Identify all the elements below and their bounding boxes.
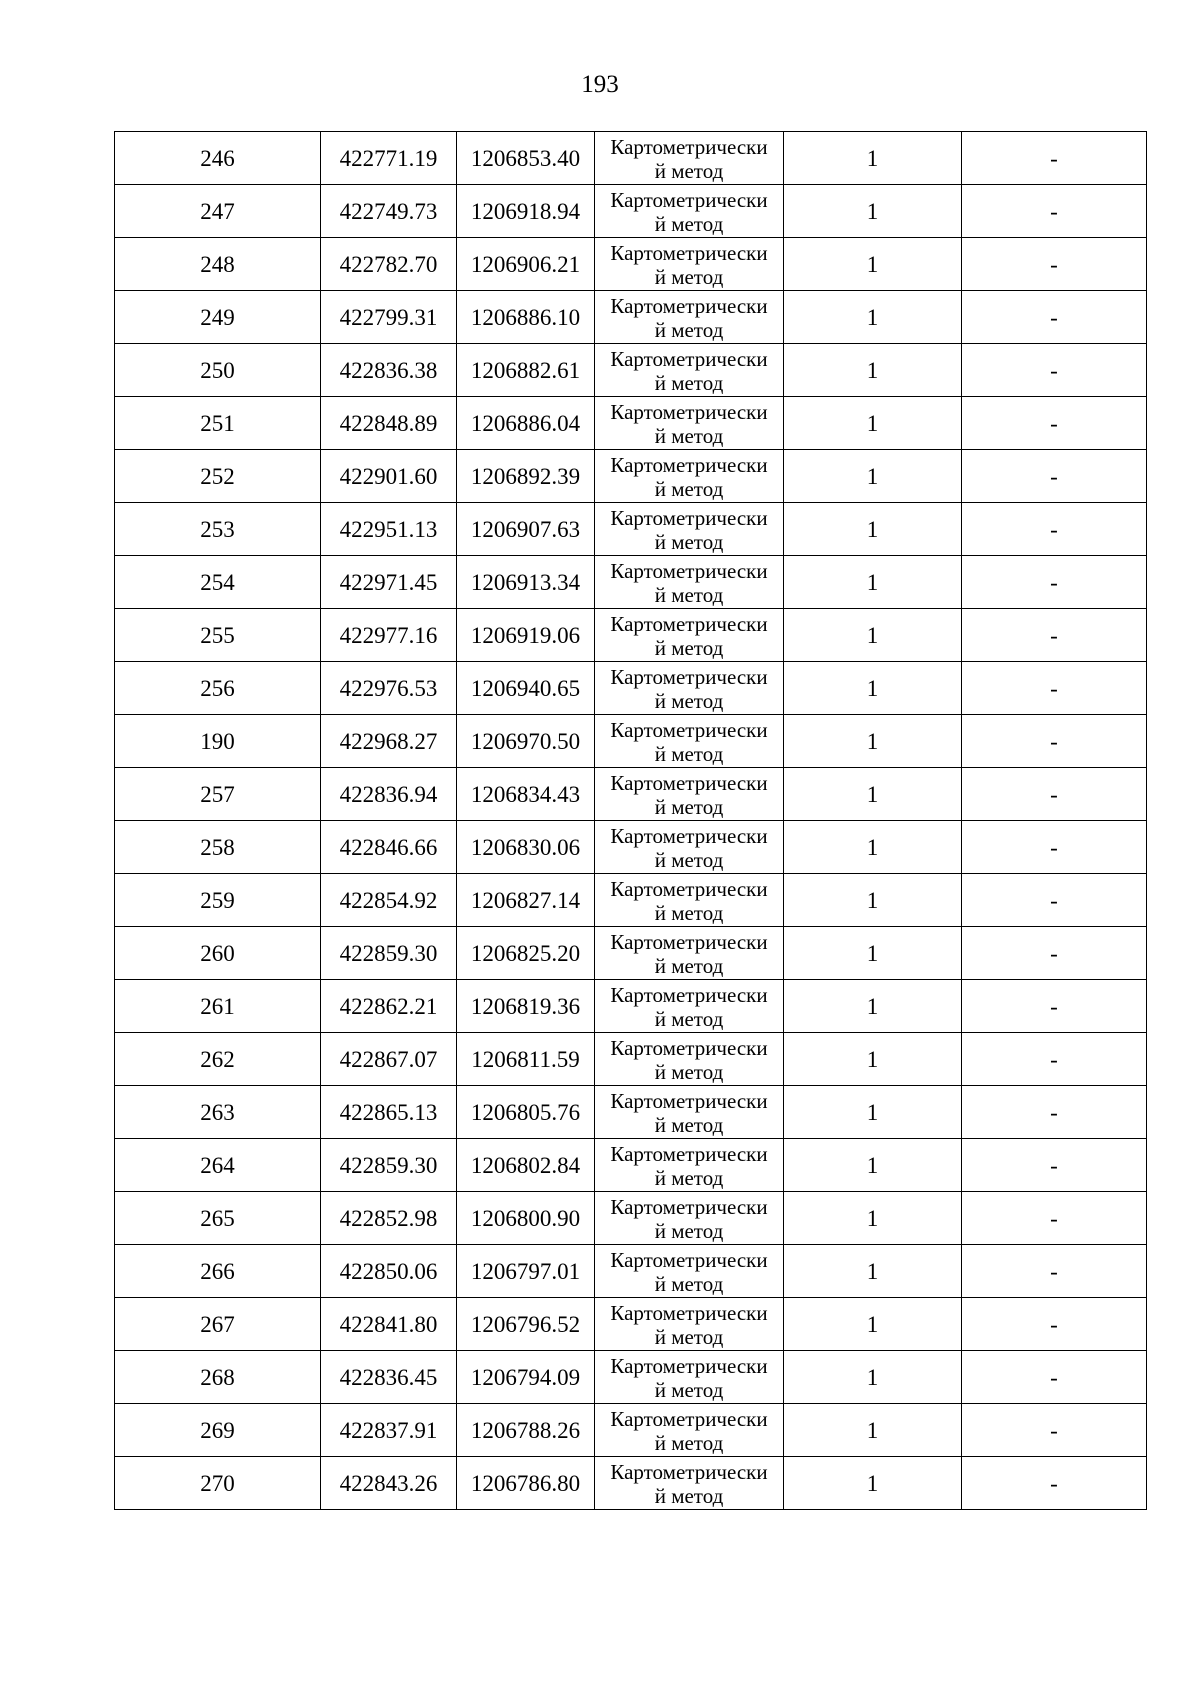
x-coordinate-cell: 422968.27 [321, 715, 457, 768]
table-row [115, 927, 1147, 980]
method-cell: Картометрически й метод [595, 1033, 784, 1086]
point-number-cell: 256 [115, 662, 321, 715]
method-cell: Картометрически й метод [595, 556, 784, 609]
accuracy-cell: 1 [784, 1192, 962, 1245]
table-row [115, 1245, 1147, 1298]
table-row [115, 662, 1147, 715]
x-coordinate-cell: 422971.45 [321, 556, 457, 609]
accuracy-cell: 1 [784, 503, 962, 556]
x-coordinate-cell: 422951.13 [321, 503, 457, 556]
point-number-cell: 265 [115, 1192, 321, 1245]
table-row [115, 503, 1147, 556]
method-cell: Картометрически й метод [595, 662, 784, 715]
accuracy-cell: 1 [784, 1033, 962, 1086]
accuracy-cell: 1 [784, 715, 962, 768]
x-coordinate-cell: 422859.30 [321, 1139, 457, 1192]
y-coordinate-cell: 1206853.40 [457, 132, 595, 185]
y-coordinate-cell: 1206819.36 [457, 980, 595, 1033]
note-cell: - [962, 185, 1147, 238]
note-cell: - [962, 556, 1147, 609]
note-cell: - [962, 1351, 1147, 1404]
note-cell: - [962, 132, 1147, 185]
x-coordinate-cell: 422836.45 [321, 1351, 457, 1404]
accuracy-cell: 1 [784, 132, 962, 185]
note-cell: - [962, 1086, 1147, 1139]
table-row [115, 238, 1147, 291]
method-cell: Картометрически й метод [595, 1139, 784, 1192]
y-coordinate-cell: 1206919.06 [457, 609, 595, 662]
x-coordinate-cell: 422977.16 [321, 609, 457, 662]
table-row [115, 344, 1147, 397]
table-row [115, 185, 1147, 238]
note-cell: - [962, 238, 1147, 291]
point-number-cell: 269 [115, 1404, 321, 1457]
note-cell: - [962, 874, 1147, 927]
accuracy-cell: 1 [784, 662, 962, 715]
note-cell: - [962, 821, 1147, 874]
x-coordinate-cell: 422836.94 [321, 768, 457, 821]
table-row [115, 1404, 1147, 1457]
method-cell: Картометрически й метод [595, 821, 784, 874]
x-coordinate-cell: 422848.89 [321, 397, 457, 450]
point-number-cell: 254 [115, 556, 321, 609]
note-cell: - [962, 1192, 1147, 1245]
x-coordinate-cell: 422867.07 [321, 1033, 457, 1086]
y-coordinate-cell: 1206802.84 [457, 1139, 595, 1192]
x-coordinate-cell: 422843.26 [321, 1457, 457, 1510]
method-cell: Картометрически й метод [595, 1351, 784, 1404]
point-number-cell: 255 [115, 609, 321, 662]
point-number-cell: 267 [115, 1298, 321, 1351]
point-number-cell: 261 [115, 980, 321, 1033]
x-coordinate-cell: 422846.66 [321, 821, 457, 874]
note-cell: - [962, 980, 1147, 1033]
table-row [115, 715, 1147, 768]
x-coordinate-cell: 422749.73 [321, 185, 457, 238]
y-coordinate-cell: 1206800.90 [457, 1192, 595, 1245]
accuracy-cell: 1 [784, 821, 962, 874]
table-body [115, 132, 1147, 1510]
table-row [115, 1139, 1147, 1192]
note-cell: - [962, 1033, 1147, 1086]
table-row [115, 874, 1147, 927]
accuracy-cell: 1 [784, 1245, 962, 1298]
accuracy-cell: 1 [784, 768, 962, 821]
note-cell: - [962, 662, 1147, 715]
y-coordinate-cell: 1206788.26 [457, 1404, 595, 1457]
y-coordinate-cell: 1206886.04 [457, 397, 595, 450]
accuracy-cell: 1 [784, 1086, 962, 1139]
table-row [115, 1351, 1147, 1404]
table-row [115, 132, 1147, 185]
x-coordinate-cell: 422859.30 [321, 927, 457, 980]
y-coordinate-cell: 1206834.43 [457, 768, 595, 821]
accuracy-cell: 1 [784, 1298, 962, 1351]
method-cell: Картометрически й метод [595, 1086, 784, 1139]
table-row [115, 556, 1147, 609]
accuracy-cell: 1 [784, 291, 962, 344]
x-coordinate-cell: 422782.70 [321, 238, 457, 291]
method-cell: Картометрически й метод [595, 238, 784, 291]
point-number-cell: 252 [115, 450, 321, 503]
method-cell: Картометрически й метод [595, 344, 784, 397]
accuracy-cell: 1 [784, 450, 962, 503]
x-coordinate-cell: 422854.92 [321, 874, 457, 927]
point-number-cell: 249 [115, 291, 321, 344]
method-cell: Картометрически й метод [595, 1404, 784, 1457]
y-coordinate-cell: 1206786.80 [457, 1457, 595, 1510]
point-number-cell: 268 [115, 1351, 321, 1404]
y-coordinate-cell: 1206805.76 [457, 1086, 595, 1139]
accuracy-cell: 1 [784, 927, 962, 980]
accuracy-cell: 1 [784, 1139, 962, 1192]
note-cell: - [962, 927, 1147, 980]
table-row [115, 609, 1147, 662]
page-number: 193 [581, 71, 619, 98]
method-cell: Картометрически й метод [595, 503, 784, 556]
point-number-cell: 260 [115, 927, 321, 980]
y-coordinate-cell: 1206796.52 [457, 1298, 595, 1351]
point-number-cell: 251 [115, 397, 321, 450]
method-cell: Картометрически й метод [595, 715, 784, 768]
accuracy-cell: 1 [784, 556, 962, 609]
method-cell: Картометрически й метод [595, 291, 784, 344]
note-cell: - [962, 344, 1147, 397]
point-number-cell: 262 [115, 1033, 321, 1086]
y-coordinate-cell: 1206830.06 [457, 821, 595, 874]
accuracy-cell: 1 [784, 1351, 962, 1404]
accuracy-cell: 1 [784, 185, 962, 238]
accuracy-cell: 1 [784, 238, 962, 291]
x-coordinate-cell: 422837.91 [321, 1404, 457, 1457]
note-cell: - [962, 1245, 1147, 1298]
x-coordinate-cell: 422799.31 [321, 291, 457, 344]
y-coordinate-cell: 1206794.09 [457, 1351, 595, 1404]
method-cell: Картометрически й метод [595, 927, 784, 980]
method-cell: Картометрически й метод [595, 874, 784, 927]
table-row [115, 291, 1147, 344]
x-coordinate-cell: 422841.80 [321, 1298, 457, 1351]
x-coordinate-cell: 422862.21 [321, 980, 457, 1033]
table-row [115, 450, 1147, 503]
method-cell: Картометрически й метод [595, 1192, 784, 1245]
note-cell: - [962, 291, 1147, 344]
x-coordinate-cell: 422901.60 [321, 450, 457, 503]
y-coordinate-cell: 1206825.20 [457, 927, 595, 980]
point-number-cell: 258 [115, 821, 321, 874]
point-number-cell: 263 [115, 1086, 321, 1139]
accuracy-cell: 1 [784, 609, 962, 662]
y-coordinate-cell: 1206970.50 [457, 715, 595, 768]
point-number-cell: 266 [115, 1245, 321, 1298]
method-cell: Картометрически й метод [595, 1457, 784, 1510]
y-coordinate-cell: 1206913.34 [457, 556, 595, 609]
table-row [115, 1033, 1147, 1086]
point-number-cell: 270 [115, 1457, 321, 1510]
table-row [115, 1192, 1147, 1245]
method-cell: Картометрически й метод [595, 397, 784, 450]
x-coordinate-cell: 422771.19 [321, 132, 457, 185]
point-number-cell: 250 [115, 344, 321, 397]
accuracy-cell: 1 [784, 980, 962, 1033]
point-number-cell: 190 [115, 715, 321, 768]
note-cell: - [962, 397, 1147, 450]
x-coordinate-cell: 422836.38 [321, 344, 457, 397]
x-coordinate-cell: 422865.13 [321, 1086, 457, 1139]
note-cell: - [962, 1298, 1147, 1351]
table-row [115, 397, 1147, 450]
table-row [115, 1086, 1147, 1139]
table-row [115, 768, 1147, 821]
point-number-cell: 246 [115, 132, 321, 185]
y-coordinate-cell: 1206907.63 [457, 503, 595, 556]
point-number-cell: 264 [115, 1139, 321, 1192]
y-coordinate-cell: 1206940.65 [457, 662, 595, 715]
method-cell: Картометрически й метод [595, 450, 784, 503]
y-coordinate-cell: 1206827.14 [457, 874, 595, 927]
table-row [115, 1457, 1147, 1510]
y-coordinate-cell: 1206797.01 [457, 1245, 595, 1298]
table-row [115, 980, 1147, 1033]
y-coordinate-cell: 1206886.10 [457, 291, 595, 344]
method-cell: Картометрически й метод [595, 132, 784, 185]
accuracy-cell: 1 [784, 1457, 962, 1510]
point-number-cell: 257 [115, 768, 321, 821]
point-number-cell: 247 [115, 185, 321, 238]
accuracy-cell: 1 [784, 397, 962, 450]
note-cell: - [962, 715, 1147, 768]
note-cell: - [962, 1457, 1147, 1510]
method-cell: Картометрически й метод [595, 185, 784, 238]
note-cell: - [962, 609, 1147, 662]
x-coordinate-cell: 422850.06 [321, 1245, 457, 1298]
point-number-cell: 248 [115, 238, 321, 291]
coordinates-table [114, 131, 1147, 1510]
note-cell: - [962, 1139, 1147, 1192]
accuracy-cell: 1 [784, 874, 962, 927]
accuracy-cell: 1 [784, 1404, 962, 1457]
method-cell: Картометрически й метод [595, 1298, 784, 1351]
table-row [115, 1298, 1147, 1351]
point-number-cell: 253 [115, 503, 321, 556]
method-cell: Картометрически й метод [595, 1245, 784, 1298]
method-cell: Картометрически й метод [595, 609, 784, 662]
point-number-cell: 259 [115, 874, 321, 927]
x-coordinate-cell: 422976.53 [321, 662, 457, 715]
table-row [115, 821, 1147, 874]
note-cell: - [962, 450, 1147, 503]
method-cell: Картометрически й метод [595, 980, 784, 1033]
note-cell: - [962, 503, 1147, 556]
y-coordinate-cell: 1206892.39 [457, 450, 595, 503]
accuracy-cell: 1 [784, 344, 962, 397]
note-cell: - [962, 1404, 1147, 1457]
y-coordinate-cell: 1206882.61 [457, 344, 595, 397]
y-coordinate-cell: 1206918.94 [457, 185, 595, 238]
y-coordinate-cell: 1206906.21 [457, 238, 595, 291]
x-coordinate-cell: 422852.98 [321, 1192, 457, 1245]
y-coordinate-cell: 1206811.59 [457, 1033, 595, 1086]
method-cell: Картометрически й метод [595, 768, 784, 821]
note-cell: - [962, 768, 1147, 821]
